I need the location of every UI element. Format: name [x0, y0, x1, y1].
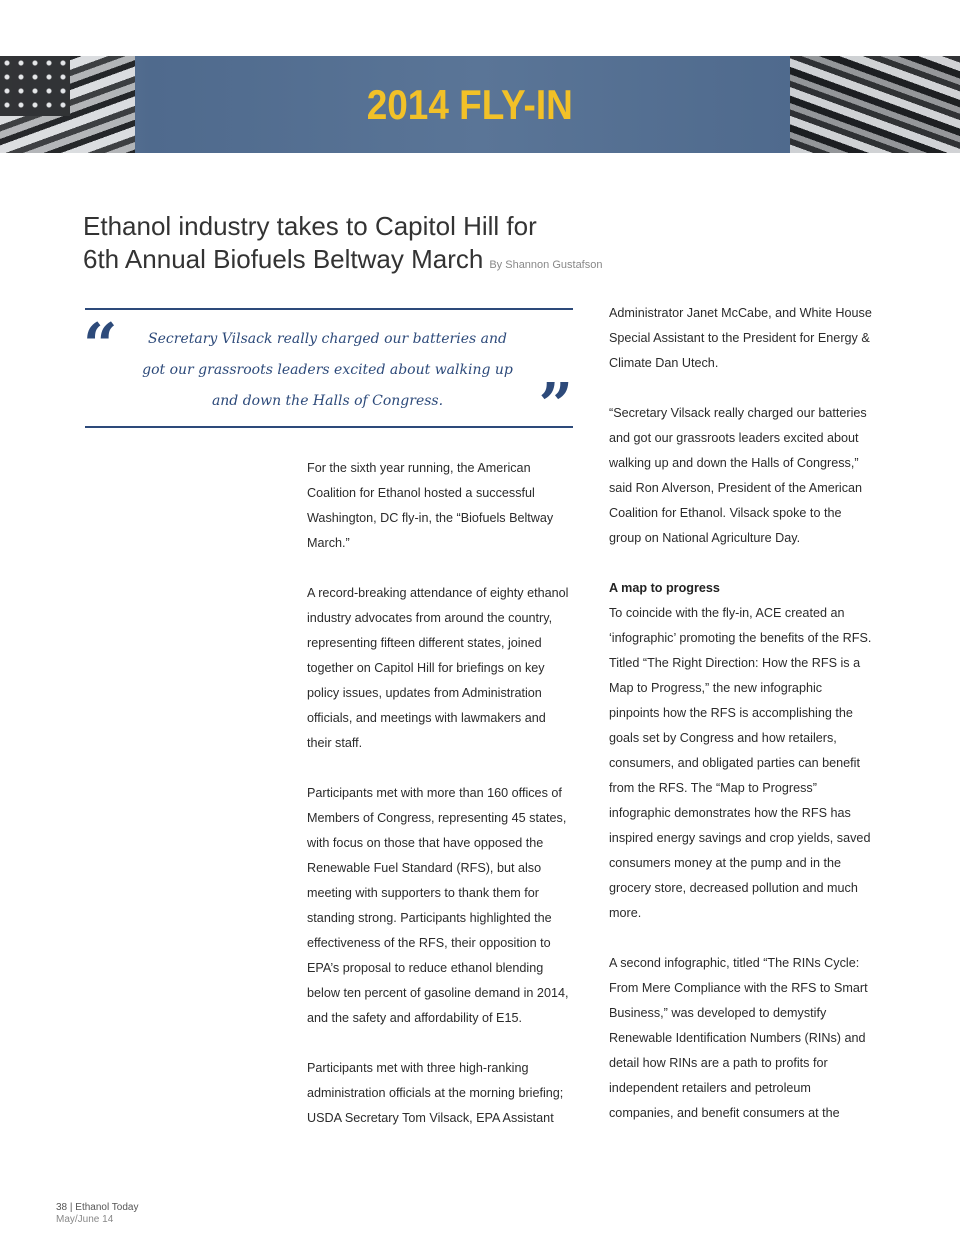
pull-quote-text: Secretary Vilsack really charged our batteries and got our grassroots leaders excited about walking up and down the Halls of Congress. — [142, 331, 513, 409]
byline: By Shannon Gustafson — [489, 259, 603, 271]
paragraph: A record-breaking attendance of eighty ethanol industry advocates from around the country, representing fifteen different states, joined together on Capitol Hill for briefings on key policy issues, updates from Administration officials, and meetings with lawmakers and their staff. — [307, 585, 569, 750]
paragraph: Participants met with three high-ranking administration officials at the morning briefing; USDA Secretary Tom Vilsack, EPA Assistant — [307, 1060, 564, 1125]
article-headline — [83, 210, 703, 282]
paragraph: A second infographic, titled “The RINs Cycle: From Mere Compliance with the RFS to Smart Business,” was developed to demystify Renewable Identification Numbers (RINs) and detail how RINs are a path to profits for independent retailers and petroleum companies, and benefit consumers at the — [609, 955, 868, 1120]
open-quote-icon: “ — [83, 311, 118, 381]
paragraph: To coincide with the fly-in, ACE created an ‘infographic’ promoting the benefits of the RFS. Titled “The Right Direction: How the RFS is a Map to Progress,” the new infographic pinpoints how the RFS is accomplishing the goals set by Congress and how retailers, consumers, and obligated parties can benefit from the RFS. The “Map to Progress” infographic demonstrates how the RFS has inspired energy savings and crop yields, saved consumers money at the pump and in the grocery store, decreased pollution and much more. — [609, 605, 872, 920]
article-column-right — [609, 300, 873, 1150]
page-footer — [56, 1202, 138, 1226]
pull-quote — [83, 308, 573, 441]
headline-line-1: Ethanol industry takes to Capitol Hill for — [83, 211, 537, 241]
section-title: 2014 FLY-IN — [366, 81, 573, 128]
headline-line-2: 6th Annual Biofuels Beltway March — [83, 244, 484, 274]
header-banner — [0, 56, 960, 153]
issue-date: May/June 14 — [56, 1214, 114, 1225]
article-column-left — [307, 455, 571, 1155]
paragraph: For the sixth year running, the American Coalition for Ethanol hosted a successful Washington, DC fly-in, the “Biofuels Beltway March.” — [307, 460, 554, 550]
paragraph: Administrator Janet McCabe, and White House Special Assistant to the President for Energy & Climate Dan Utech. — [609, 305, 872, 370]
page-number-label: 38 | Ethanol Today — [56, 1202, 139, 1213]
paragraph: “Secretary Vilsack really charged our batteries and got our grassroots leaders excited about walking up and down the Halls of Congress,” said Ron Alverson, President of the American Coalition for Ethanol. Vilsack spoke to the group on National Agriculture Day. — [609, 405, 867, 545]
close-quote-icon: ” — [538, 371, 573, 441]
section-subhead: A map to progress — [609, 580, 720, 595]
paragraph: Participants met with more than 160 offices of Members of Congress, representing 45 states, with focus on those that have opposed the Renewable Fuel Standard (RFS), but also meeting with supporters to thank them for standing strong. Participants highlighted the effectiveness of the RFS, their opposition to EPA’s proposal to reduce ethanol blending below ten percent of gasoline demand in 2014, and the safety and affordability of E15. — [307, 785, 569, 1025]
